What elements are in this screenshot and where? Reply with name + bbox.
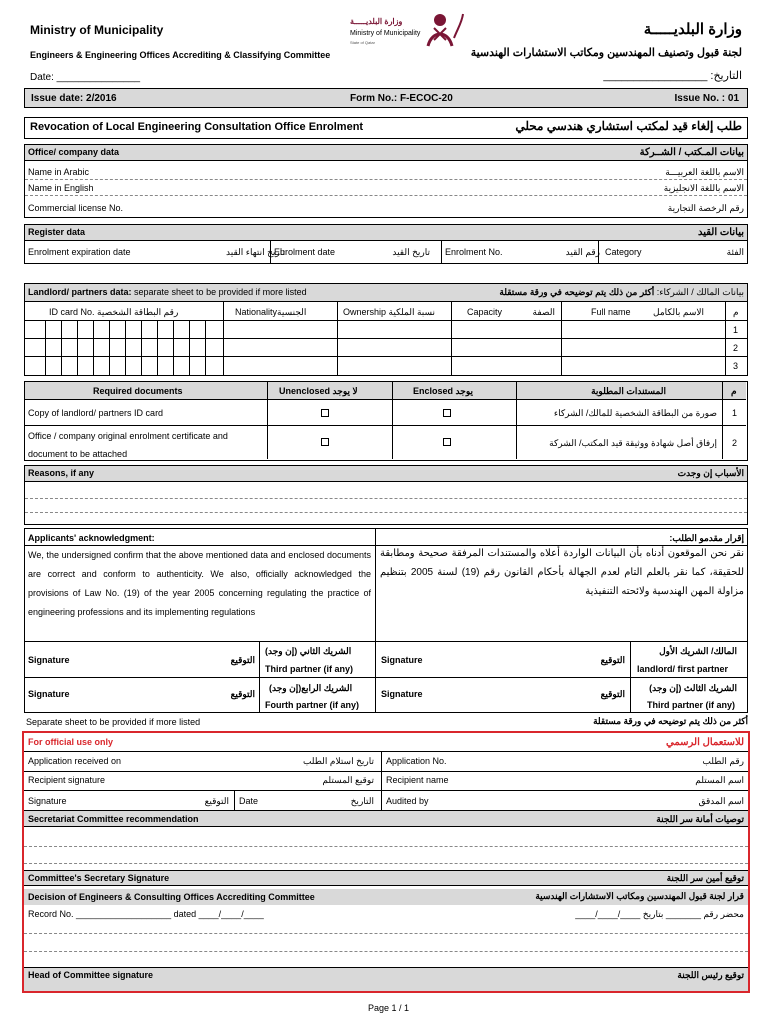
acknowledgment-section [24,528,748,713]
recipient-sig-label: Recipient signature [28,775,106,785]
separate-sheet-note-ar: أكثر من ذلك يتم توضيحه في ورقة مستقلة [593,716,748,726]
secretary-sig-label-ar: توقيع أمين سر اللجنة [666,873,744,883]
app-no-label-ar: رقم الطلب [702,756,744,766]
partner-1-ar: المالك/ الشريك الأول [659,646,737,656]
doc-row-2-num: 2 [732,438,738,448]
col-num: م [733,307,739,317]
doc-col-enclosed: Enclosed يوجد [413,386,473,396]
reasons-section [24,465,748,525]
doc-2-unenclosed-checkbox[interactable] [321,438,329,446]
official-title: For official use only [28,737,114,747]
issue-number: Issue No. : 01 [674,93,739,104]
official-date-label-ar: التاريخ [350,796,374,806]
col-nationality: Nationalityالجنسية [235,307,307,317]
official-sig-label: Signature [28,796,67,806]
office-name-en-label-ar: الاسم باللغة الانجليزية [663,183,744,193]
office-data-section [24,144,748,218]
enrol-date-label-ar: تاريخ القيد [392,247,430,257]
category-label-ar: الفئة [726,247,744,257]
enrol-no-label-ar: رقم القيد [565,247,600,257]
sig-2-label: Signature [381,655,423,665]
decision-label: Decision of Engineers & Consulting Offices Accrediting Committee [28,892,315,902]
doc-row-2-label: Office / company original enrolment certificate and [28,431,228,441]
doc-row-1-label-ar: صورة من البطاقة الشخصية للمالك/ الشركاء [553,408,717,418]
secretary-sig-label: Committee's Secretary Signature [28,873,170,883]
date-en: Date: _______________ [30,72,141,83]
doc-1-unenclosed-checkbox[interactable] [321,409,329,417]
recipient-name-label: Recipient name [386,775,449,785]
decision-label-ar: قرار لجنة قبول المهندسين ومكاتب الاستشارات الهندسية [535,891,744,901]
partners-header-ar: بيانات المالك / الشركاء: أكثر من ذلك يتم توضيحه في ورقة مستقلة [499,287,744,297]
col-capacity: Capacity الصفة [467,307,555,317]
ack-text-ar: نقر نحن الموقعون أدناه بأن البيانات الواردة أعلاه والمستندات المرفقة صحيحة ومطابقة للحقيقة، كما نقر بالعلم التام لعدم الجهالة بأحكام القانون رقم (19) لسنة 2005 بتنظيم مزاولة المهن الهندسية ولائحته التنفيذية [380,548,745,597]
official-date-label: Date [239,796,259,806]
issue-date: Issue date: 2/2016 [31,93,117,104]
secretariat-label: Secretariat Committee recommendation [28,814,199,824]
register-data-header-en: Register data [28,227,86,237]
register-data-section [24,224,748,264]
app-received-label: Application received on [28,756,122,766]
partner-4-ar: الشريك الرابع(إن وجد) [269,683,353,693]
official-use-section [22,731,750,993]
sig-3-label-ar: التوقيع [230,689,255,699]
sig-1-label-ar: التوقيع [230,655,255,665]
enrol-no-label: Enrolment No. [445,247,503,257]
reasons-input[interactable] [25,483,747,524]
partner-row-1: 1 [733,325,739,335]
category-label: Category [605,247,642,257]
doc-2-enclosed-checkbox[interactable] [443,438,451,446]
committee-en: Engineers & Engineering Offices Accrediting & Classifying Committee [30,50,331,60]
ministry-en: Ministry of Municipality [30,23,164,37]
partner-row-3: 3 [733,361,739,371]
doc-col-unenclosed: Unenclosed لا يوجد [279,386,358,396]
enrol-date-label: Enrolment date [274,247,336,257]
col-id-card: ID card No. رقم البطاقة الشخصية [49,307,179,317]
doc-col-num: م [731,386,737,396]
office-data-header-ar: بيانات المـكتب / الشــركة [639,147,744,158]
ack-text-en: We, the undersigned confirm that the above mentioned data and enclosed documents are correct and conform to authenticity. We also, officially acknowledged the provisions of Law No. (19) of the year 2005 concerning regulating the practice of engineering professions and its implementing regulations [28,550,371,617]
partner-2-ar: الشريك الثاني (إن وجد) [265,646,352,656]
form-title-ar: طلب إلغاء قيد لمكتب استشاري هندسي محلي [515,119,742,133]
record-no-label: Record No. ___________________ dated ____/____/____ [28,909,264,919]
sig-1-label: Signature [28,655,70,665]
recipient-sig-label-ar: توقيع المستلم [322,775,374,785]
doc-row-2-label-ar: إرفاق أصل شهادة ووثيقة قيد المكتب/ الشركة [549,438,717,448]
audited-by-label: Audited by [386,796,429,806]
doc-col-required-ar: المستندات المطلوبة [591,386,666,396]
ministry-ar: وزارة البلديـــــة [643,21,742,38]
form-title-en: Revocation of Local Engineering Consultation Office Enrolment [30,121,364,133]
office-name-en-label: Name in English [28,183,94,193]
office-data-header-en: Office/ company data [28,147,120,157]
reasons-label: Reasons, if any [28,468,95,478]
col-ownership: Ownership نسبة الملكية [343,307,436,317]
official-title-ar: للاستعمال الرسمي [666,737,744,748]
doc-row-2-label-cont: document to be attached [28,449,128,459]
col-full-name: Full name الاسم بالكامل [591,307,705,317]
partner-2-en: Third partner (if any) [265,664,354,674]
sig-4-label-ar: التوقيع [600,689,625,699]
partner-3-ar: الشريك الثالث (إن وجد) [649,683,737,693]
logo-small-text: State of Qatar [350,40,375,45]
reasons-label-ar: الأسباب إن وجدت [677,468,744,478]
partners-section [24,283,748,376]
ack-title-ar: إقرار مقدمو الطلب: [669,533,744,543]
page-number: Page 1 / 1 [368,1003,410,1013]
partner-1-en: landlord/ first partner [637,664,729,674]
separate-sheet-note: Separate sheet to be provided if more listed [26,717,201,727]
form-number: Form No.: F-ECOC-20 [350,93,453,104]
date-ar: التاريخ: _________________ [603,70,742,82]
partner-row-2: 2 [733,343,739,353]
audited-by-label-ar: اسم المدقق [698,796,744,806]
head-sig-label: Head of Committee signature [28,970,154,980]
doc-col-required: Required documents [93,386,183,396]
partners-header-en: Landlord/ partners data: separate sheet to be provided if more listed [28,287,307,297]
logo-text-ar: وزارة البلديـــــة [350,17,403,26]
ack-title-en: Applicants' acknowledgment: [28,533,155,543]
expiry-date-label-ar: تاريخ انتهاء القيد [226,247,285,257]
expiry-date-label: Enrolment expiration date [28,247,131,257]
office-name-ar-label: Name in Arabic [28,167,90,177]
logo-text-en: Ministry of Municipality [350,30,421,37]
doc-1-enclosed-checkbox[interactable] [443,409,451,417]
secretariat-label-ar: توصيات أمانة سر اللجنة [656,814,744,824]
sig-2-label-ar: التوقيع [600,655,625,665]
issue-bar [24,88,748,108]
recipient-name-label-ar: اسم المستلم [695,775,744,785]
office-name-ar-label-ar: الاسم باللغة العربيـــة [665,167,744,177]
partner-4-en: Fourth partner (if any) [265,700,359,710]
official-sig-label-ar: التوقيع [204,796,229,806]
documents-section [24,381,748,461]
record-no-label-ar: محضر رقم _______ بتاريخ ____/____/____ [575,909,744,919]
register-data-header-ar: بيانات القيد [697,227,744,238]
commercial-license-label: Commercial license No. [28,203,124,213]
form-title-bar [24,117,748,139]
sig-3-label: Signature [28,689,70,699]
doc-row-1-label: Copy of landlord/ partners ID card [28,408,164,418]
commercial-license-label-ar: رقم الرخصة التجارية [667,203,744,213]
head-sig-label-ar: توقيع رئيس اللجنة [677,970,744,980]
sig-4-label: Signature [381,689,423,699]
committee-ar: لجنة قبول وتصنيف المهندسين ومكاتب الاستشارات الهندسية [470,47,742,59]
doc-row-1-num: 1 [732,408,738,418]
partner-3-en: Third partner (if any) [647,700,736,710]
ministry-logo [350,8,465,48]
app-no-label: Application No. [386,756,447,766]
app-received-label-ar: تاريخ استلام الطلب [302,756,374,766]
